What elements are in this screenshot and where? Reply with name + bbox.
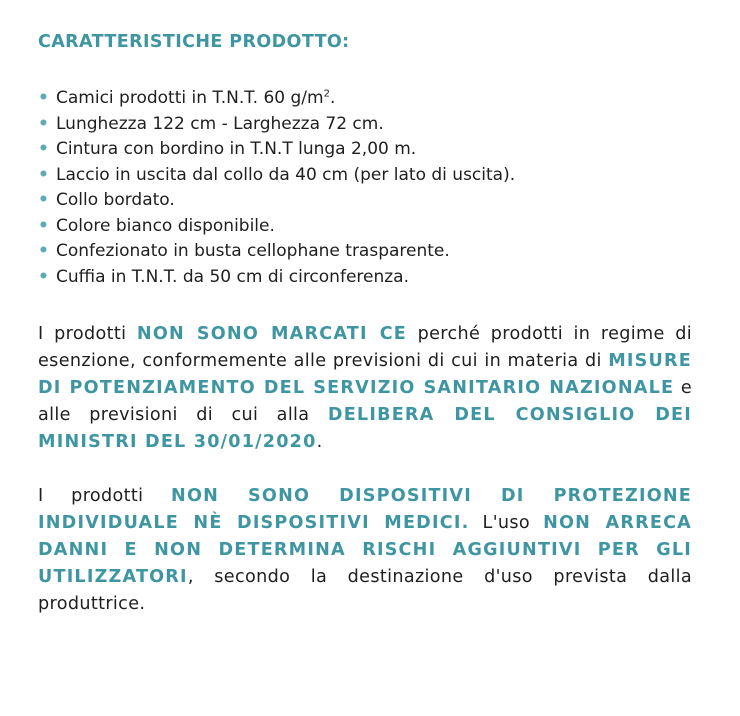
feature-text: Cuffia in T.N.T. da 50 cm di circonferenza. [56, 266, 409, 287]
feature-item [38, 137, 692, 163]
highlighted-text: MISURE DI POTENZIAMENTO DEL SERVIZIO SANITARIO NAZIONALE [38, 351, 692, 398]
legal-paragraph [38, 483, 692, 618]
section-heading: CARATTERISTICHE PRODOTTO: [38, 32, 350, 52]
legal-paragraph [38, 321, 692, 456]
feature-text: Lunghezza 122 cm - Larghezza 72 cm. [56, 113, 384, 134]
bullet-icon: • [38, 266, 49, 287]
feature-text-end: . [329, 88, 336, 108]
bullet-icon: • [38, 241, 49, 261]
feature-item [38, 214, 692, 240]
body-text: I prodotti [38, 324, 137, 344]
body-text: . [316, 432, 323, 452]
feature-text: Cintura con bordino in T.N.T lunga 2,00 m. [56, 139, 417, 159]
feature-list [38, 86, 692, 290]
feature-text: Colore bianco disponibile. [56, 215, 275, 236]
feature-item [38, 86, 692, 112]
product-sheet [38, 30, 692, 618]
highlighted-text: NON SONO MARCATI CE [136, 324, 408, 344]
feature-item [38, 188, 692, 214]
bullet-icon: • [38, 139, 49, 159]
bullet-icon: • [38, 164, 49, 185]
bullet-icon: • [38, 190, 49, 210]
feature-text: Camici prodotti in T.N.T. 60 g/m [56, 88, 324, 108]
bullet-icon: • [38, 113, 49, 134]
feature-item [38, 239, 692, 265]
body-text: I prodotti [38, 486, 172, 506]
feature-text: Confezionato in busta cellophane trasparente. [56, 241, 450, 261]
feature-text: Collo bordato. [56, 190, 175, 210]
highlighted-text: NON SONO DISPOSITIVI DI PROTEZIONE INDIVIDUALE NÈ DISPOSITIVI MEDICI. [38, 486, 692, 533]
bullet-icon: • [38, 215, 49, 236]
feature-item [38, 265, 692, 291]
feature-item [38, 163, 692, 189]
feature-text: Laccio in uscita dal collo da 40 cm (per lato di uscita). [56, 164, 516, 185]
body-text: L'uso [469, 513, 544, 533]
body-text: perché prodotti in regime di esenzione, conformemente alle previsioni di cui in materia di [38, 324, 693, 371]
feature-item [38, 112, 692, 138]
highlighted-text: NON ARRECA DANNI E NON DETERMINA RISCHI AGGIUNTIVI PER GLI UTILIZZATORI [38, 513, 693, 587]
body-text: e alle previsioni di cui alla [38, 378, 692, 425]
highlighted-text: DELIBERA DEL CONSIGLIO DEI MINISTRI DEL 30/01/2020 [38, 405, 693, 452]
body-text: , secondo la destinazione d'uso prevista dalla produttrice. [38, 567, 692, 614]
unit-superscript: 2 [323, 88, 330, 100]
bullet-icon: • [38, 88, 49, 108]
legal-notes [38, 321, 692, 618]
